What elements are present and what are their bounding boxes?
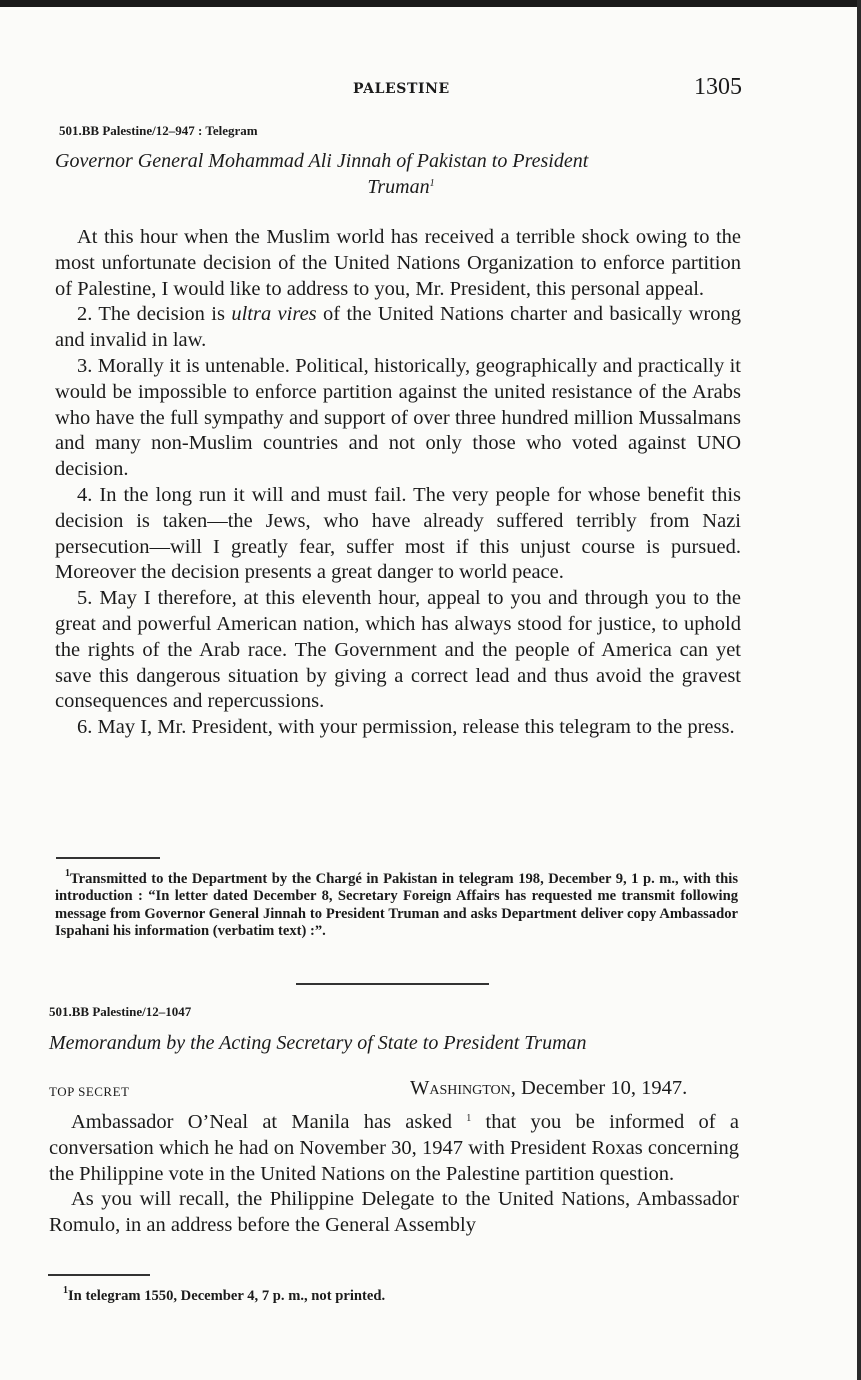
doc2-p1-note: 1: [466, 1113, 472, 1124]
doc1-title-name: Truman: [367, 176, 430, 198]
doc1-p2-italic: ultra vires: [231, 303, 317, 326]
doc1-title-line1: Governor General Mohammad Ali Jinnah of Pakistan to President: [55, 150, 589, 172]
doc1-paragraph-1: At this hour when the Muslim world has received a terrible shock owing to the most unfortunate decision of the United Nations Organization to enforce partition of Palestine, I would like to address to you, Mr. President, this personal appeal.: [55, 226, 741, 300]
doc2-footnote-text: In telegram 1550, December 4, 7 p. m., not printed.: [68, 1288, 386, 1304]
doc2-p1-text-a: Ambassador O’Neal at Manila has asked: [71, 1111, 467, 1133]
doc2-footnote: [49, 1285, 739, 1305]
doc2-p1-text-b: that you be informed of a conversation which he had on November 30, 1947 with President Roxas concerning the Philippine vote in the United Nations on the Palestine partition question.: [49, 1111, 739, 1185]
doc1-p2-text-a: 2. The decision is: [77, 303, 232, 326]
doc2-title: Memorandum by the Acting Secretary of State to President Truman: [49, 1032, 587, 1054]
doc1-body: [55, 225, 741, 741]
doc2-footnote-mark: 1: [63, 1285, 68, 1296]
running-head: PALESTINE: [353, 81, 450, 97]
classification-label: TOP SECRET: [49, 1084, 130, 1099]
dateline-date: , December 10, 1947.: [510, 1077, 688, 1099]
dateline: [410, 1077, 687, 1100]
page-right-edge: [857, 0, 861, 1380]
doc1-footnote-mark: 1: [65, 868, 70, 879]
doc1-p2-text-b: of the United Nations charter and basically wrong and invalid in law.: [55, 303, 741, 352]
doc2-footnote-rule: [48, 1274, 150, 1276]
doc2-paragraph-2: As you will recall, the Philippine Delegate to the United Nations, Ambassador Romulo, in an address before the General Assembly: [49, 1188, 739, 1237]
doc1-footnote: [55, 868, 738, 941]
doc2-body: [49, 1110, 739, 1239]
doc2-paragraph-1: [49, 1110, 739, 1187]
doc1-title-line2: [55, 176, 747, 199]
doc1-paragraph-5: 5. May I therefore, at this eleventh hour, appeal to you and through you to the great and powerful American nation, which has always stood for justice, to uphold the rights of the Arab race. The Government and the people of America can yet save this dangerous situation by giving a correct lead and thus avoid the gravest consequences and repercussions.: [55, 587, 741, 713]
page-number: 1305: [694, 74, 742, 100]
doc1-file-reference: 501.BB Palestine/12–947 : Telegram: [59, 123, 258, 138]
page-top-edge: [0, 0, 861, 7]
doc1-footnote-rule: [56, 857, 160, 859]
dateline-place: Washington: [410, 1077, 511, 1099]
doc1-footnote-text: Transmitted to the Department by the Chargé in Pakistan in telegram 198, December 9, 1 p. m., with this introduction : “In letter dated December 8, Secretary Foreign Affairs has requested me transmit following message from Governor General Jinnah to President Truman and asks Department deliver copy Ambassador Ispahani his information (verbatim text) :”.: [55, 871, 738, 940]
doc1-paragraph-3: 3. Morally it is untenable. Political, historically, geographically and practically it would be impossible to enforce partition against the united resistance of the Arabs who have the full sympathy and support of over three hundred million Mussalmans and many non-Muslim countries and not only those who voted against UNO decision.: [55, 354, 741, 481]
doc1-paragraph-2: [55, 302, 741, 354]
doc1-title-note: 1: [429, 178, 435, 189]
document-separator: [296, 983, 489, 985]
doc1-paragraph-4: 4. In the long run it will and must fail. The very people for whose benefit this decision is taken—the Jews, who have already suffered terribly from Nazi persecution—will I greatly fear, suffer most if this unjust course is pursued. Moreover the decision presents a great danger to world peace.: [55, 483, 741, 584]
doc1-paragraph-6: 6. May I, Mr. President, with your permission, release this telegram to the press.: [77, 716, 735, 739]
doc2-file-reference: 501.BB Palestine/12–1047: [49, 1004, 192, 1019]
